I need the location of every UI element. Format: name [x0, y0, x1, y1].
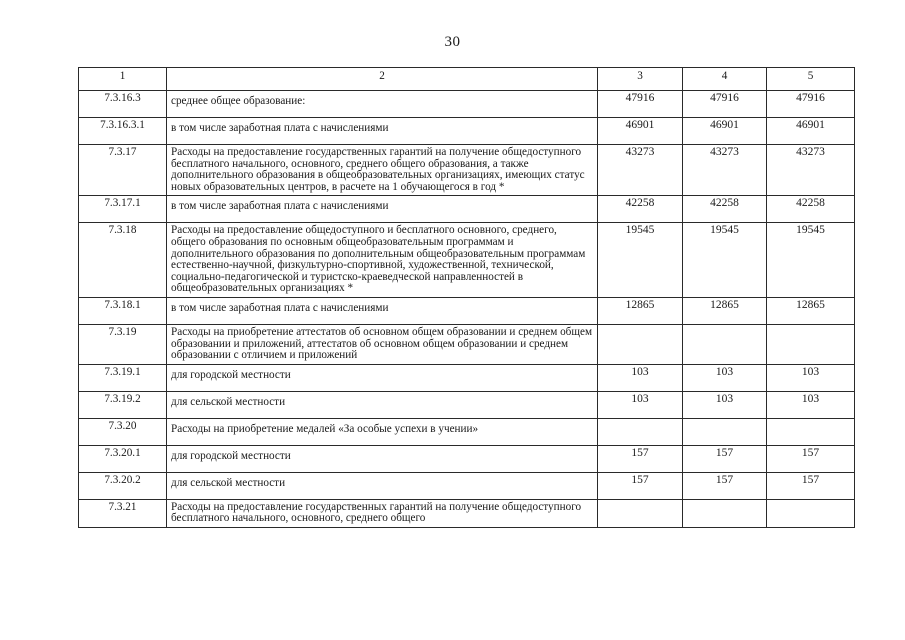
value-col4 — [683, 324, 767, 364]
table-row — [79, 118, 855, 145]
value-col3: 12865 — [598, 297, 683, 324]
row-description: для сельской местности — [167, 472, 598, 499]
value-col4: 19545 — [683, 223, 767, 298]
table-row — [79, 391, 855, 418]
value-col4: 43273 — [683, 145, 767, 196]
value-col3: 46901 — [598, 118, 683, 145]
value-col4: 103 — [683, 364, 767, 391]
value-col4: 157 — [683, 445, 767, 472]
value-col3: 157 — [598, 445, 683, 472]
row-description: в том числе заработная плата с начислениями — [167, 196, 598, 223]
page-number: 30 — [444, 34, 461, 50]
row-description: Расходы на предоставление государственных гарантий на получение общедоступного бесплатного начального, основного, среднего общего — [167, 499, 598, 527]
value-col3 — [598, 418, 683, 445]
row-code: 7.3.18.1 — [79, 297, 167, 324]
value-col4: 103 — [683, 391, 767, 418]
row-description: для городской местности — [167, 364, 598, 391]
value-col5 — [767, 324, 855, 364]
row-code: 7.3.20 — [79, 418, 167, 445]
table-row — [79, 196, 855, 223]
row-description: в том числе заработная плата с начислениями — [167, 297, 598, 324]
table-row — [79, 364, 855, 391]
value-col3 — [598, 324, 683, 364]
row-description: в том числе заработная плата с начислениями — [167, 118, 598, 145]
row-code: 7.3.19.1 — [79, 364, 167, 391]
value-col5: 103 — [767, 391, 855, 418]
value-col5: 47916 — [767, 91, 855, 118]
row-code: 7.3.17.1 — [79, 196, 167, 223]
row-code: 7.3.19.2 — [79, 391, 167, 418]
column-header: 1 — [79, 68, 167, 91]
table-row — [79, 418, 855, 445]
value-col5: 46901 — [767, 118, 855, 145]
row-description: Расходы на приобретение аттестатов об основном общем образовании и среднем общем образовании и приложений, аттестатов об основном общем образовании и среднем образовании с отличием и приложений — [167, 324, 598, 364]
value-col3: 19545 — [598, 223, 683, 298]
row-description: среднее общее образование: — [167, 91, 598, 118]
row-code: 7.3.20.2 — [79, 472, 167, 499]
value-col4: 46901 — [683, 118, 767, 145]
value-col5: 157 — [767, 472, 855, 499]
table-row — [79, 445, 855, 472]
table-row — [79, 223, 855, 298]
column-header: 2 — [167, 68, 598, 91]
row-code: 7.3.16.3 — [79, 91, 167, 118]
row-description: Расходы на предоставление общедоступного и бесплатного основного, среднего, общего образования по основным общеобразовательным программам и дополнительного образования по дополнительным общеобразовательным программам естественно-научной, физкультурно-спортивной, художественной, технической, социально-педагогической и туристско-краеведческой направленностей в общеобразовательных организациях * — [167, 223, 598, 298]
value-col5: 19545 — [767, 223, 855, 298]
value-col5: 103 — [767, 364, 855, 391]
value-col4 — [683, 499, 767, 527]
value-col5: 42258 — [767, 196, 855, 223]
table-row — [79, 91, 855, 118]
row-code: 7.3.17 — [79, 145, 167, 196]
row-code: 7.3.18 — [79, 223, 167, 298]
column-header: 5 — [767, 68, 855, 91]
value-col4 — [683, 418, 767, 445]
row-description: Расходы на приобретение медалей «За особые успехи в учении» — [167, 418, 598, 445]
value-col5 — [767, 418, 855, 445]
row-code: 7.3.16.3.1 — [79, 118, 167, 145]
value-col3: 103 — [598, 364, 683, 391]
expenses-table — [78, 67, 855, 528]
value-col5: 43273 — [767, 145, 855, 196]
value-col3: 42258 — [598, 196, 683, 223]
row-description: для сельской местности — [167, 391, 598, 418]
value-col4: 42258 — [683, 196, 767, 223]
table-row — [79, 324, 855, 364]
column-header: 3 — [598, 68, 683, 91]
value-col3 — [598, 499, 683, 527]
value-col3: 43273 — [598, 145, 683, 196]
value-col5 — [767, 499, 855, 527]
table-header-row — [79, 68, 855, 91]
table-row — [79, 472, 855, 499]
value-col4: 12865 — [683, 297, 767, 324]
value-col5: 157 — [767, 445, 855, 472]
row-code: 7.3.19 — [79, 324, 167, 364]
table-row — [79, 499, 855, 527]
value-col3: 47916 — [598, 91, 683, 118]
value-col4: 47916 — [683, 91, 767, 118]
table-row — [79, 297, 855, 324]
row-description: Расходы на предоставление государственных гарантий на получение общедоступного бесплатного начального, основного, среднего общего образования, а также дополнительного образования в общеобразовательных организациях, имеющих статус новых образовательных центров, в расчете на 1 обучающегося в год * — [167, 145, 598, 196]
value-col4: 157 — [683, 472, 767, 499]
row-code: 7.3.20.1 — [79, 445, 167, 472]
row-description: для городской местности — [167, 445, 598, 472]
value-col5: 12865 — [767, 297, 855, 324]
value-col3: 103 — [598, 391, 683, 418]
column-header: 4 — [683, 68, 767, 91]
table-row — [79, 145, 855, 196]
value-col3: 157 — [598, 472, 683, 499]
row-code: 7.3.21 — [79, 499, 167, 527]
